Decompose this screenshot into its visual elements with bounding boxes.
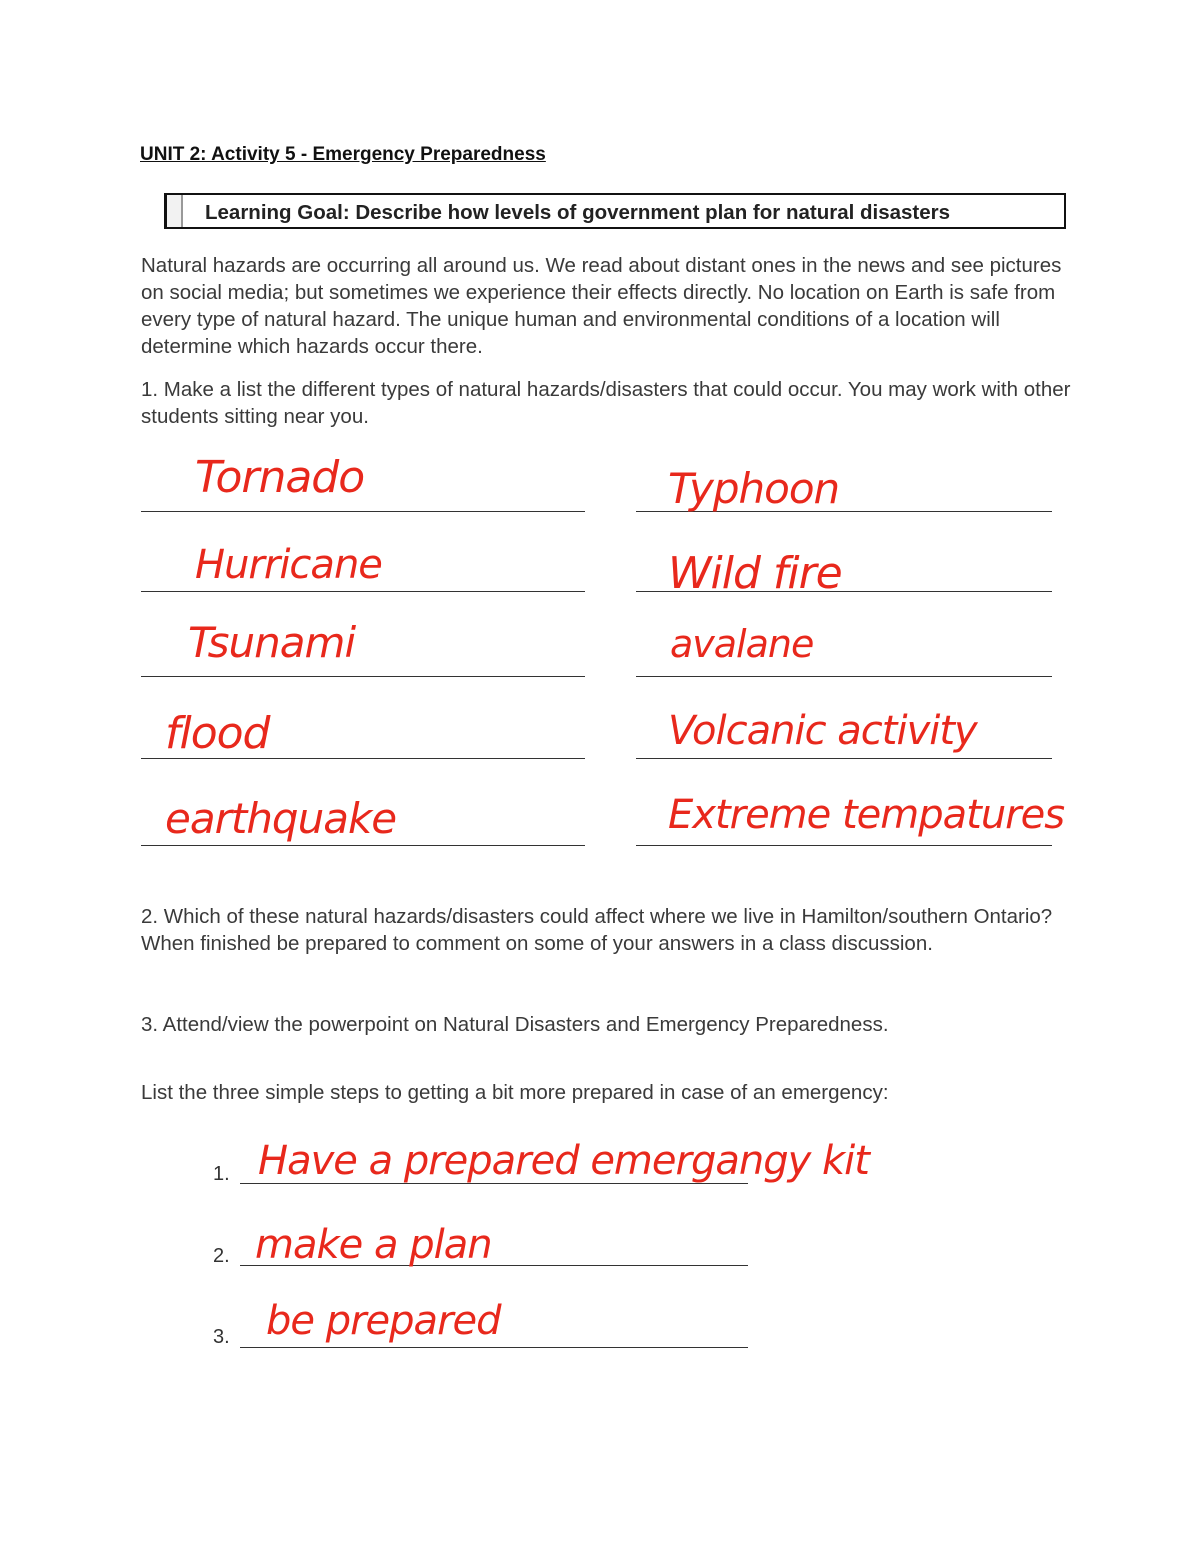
learning-goal-box xyxy=(164,193,1066,229)
answer-line[interactable] xyxy=(636,758,1052,759)
answer-line[interactable] xyxy=(636,845,1052,846)
hazard-answer: Wild fire xyxy=(668,548,842,599)
steps-prompt: List the three simple steps to getting a bit more prepared in case of an emergency: xyxy=(141,1081,889,1104)
hazard-answer: Extreme tempatures xyxy=(668,792,1065,838)
step-number: 1. xyxy=(213,1163,230,1185)
page-title: UNIT 2: Activity 5 - Emergency Preparedness xyxy=(140,144,546,165)
learning-goal-text: Learning Goal: Describe how levels of government plan for natural disasters xyxy=(205,201,951,224)
step-answer-line[interactable] xyxy=(240,1347,748,1348)
step-number: 3. xyxy=(213,1326,230,1348)
step-answer: Have a prepared emergangy kit xyxy=(258,1138,869,1184)
intro-paragraph: Natural hazards are occurring all around us. We read about distant ones in the news and see pictures on social media; but sometimes we experience their effects directly. No location on Earth is safe from every type of natural hazard. The unique human and environmental conditions of a location will determine which hazards occur there. xyxy=(141,254,1062,358)
hazard-answer: Tsunami xyxy=(188,618,356,667)
hazard-answer: Volcanic activity xyxy=(668,708,977,754)
answer-line[interactable] xyxy=(636,676,1052,677)
hazard-answer: avalane xyxy=(670,622,814,666)
hazard-answer: earthquake xyxy=(165,794,397,843)
hazard-answer: Hurricane xyxy=(195,542,382,588)
hazard-answer: Typhoon xyxy=(668,464,840,513)
question-3: 3. Attend/view the powerpoint on Natural Disasters and Emergency Preparedness. xyxy=(141,1013,889,1036)
question-1: 1. Make a list the different types of natural hazards/disasters that could occur. You may work with other students sitting near you. xyxy=(141,378,1071,428)
answer-line[interactable] xyxy=(141,676,585,677)
answer-line[interactable] xyxy=(141,591,585,592)
question-2: 2. Which of these natural hazards/disasters could affect where we live in Hamilton/southern Ontario? When finished be prepared to comment on some of your answers in a class discussion. xyxy=(141,905,1053,955)
hazard-answer: flood xyxy=(165,708,270,759)
hazard-answer: Tornado xyxy=(195,452,365,503)
step-number: 2. xyxy=(213,1245,230,1267)
answer-line[interactable] xyxy=(141,845,585,846)
answer-line[interactable] xyxy=(141,511,585,512)
step-answer: be prepared xyxy=(266,1298,501,1344)
step-answer: make a plan xyxy=(255,1222,492,1268)
